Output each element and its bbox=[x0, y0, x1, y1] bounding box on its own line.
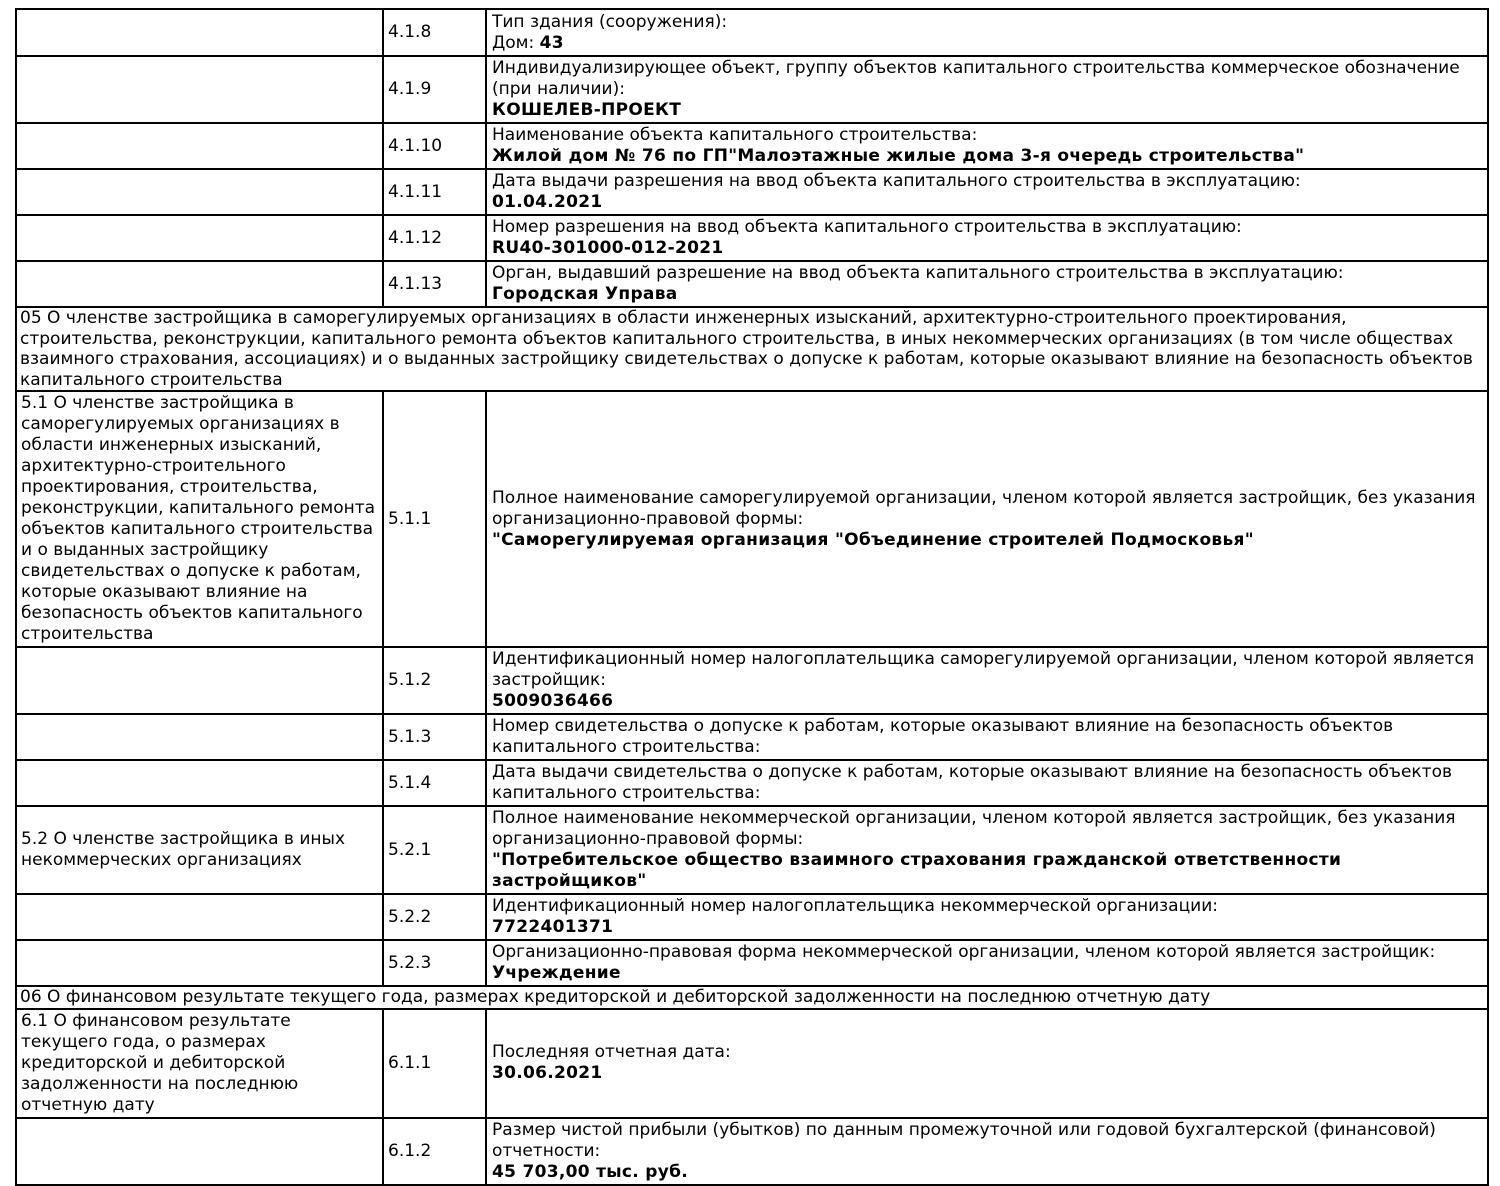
table-row bbox=[16, 940, 1488, 986]
table-row bbox=[16, 9, 1488, 56]
row-item-number: 4.1.13 bbox=[383, 261, 486, 307]
row-content bbox=[486, 806, 1488, 894]
row-content bbox=[486, 760, 1488, 806]
row-content bbox=[486, 169, 1488, 215]
table-row bbox=[16, 261, 1488, 307]
field-value: 5009036466 bbox=[492, 691, 614, 711]
table-row bbox=[16, 760, 1488, 806]
row-item-number: 6.1.1 bbox=[383, 1009, 486, 1118]
content-line bbox=[492, 171, 1485, 192]
table-row bbox=[16, 647, 1488, 714]
row-item-number: 5.2.2 bbox=[383, 894, 486, 940]
row-left-description: 5.2 О членстве застройщика в иных некоммерческих организациях bbox=[16, 806, 383, 894]
row-item-number: 5.1.4 bbox=[383, 760, 486, 806]
field-label: Полное наименование саморегулируемой организации, членом которой является застройщик, без указания организационно-правовой формы: bbox=[492, 487, 1476, 529]
table-row bbox=[16, 1009, 1488, 1118]
content-line bbox=[492, 762, 1485, 804]
table-row bbox=[16, 806, 1488, 894]
section-header-text: 06 О финансовом результате текущего года, размерах кредиторской и дебиторской задолженности на последнюю отчетную дату bbox=[16, 986, 1488, 1009]
field-value: Учреждение bbox=[492, 963, 621, 983]
content-line bbox=[492, 263, 1485, 284]
field-value: 43 bbox=[539, 32, 564, 53]
content-line bbox=[492, 58, 1485, 100]
row-item-number: 4.1.10 bbox=[383, 123, 486, 169]
row-left-description bbox=[16, 940, 383, 986]
row-content bbox=[486, 1118, 1488, 1185]
row-item-number: 5.1.3 bbox=[383, 714, 486, 760]
row-item-number: 5.1.1 bbox=[383, 391, 486, 647]
row-content bbox=[486, 9, 1488, 56]
row-item-number: 6.1.2 bbox=[383, 1118, 486, 1185]
content-line bbox=[492, 488, 1485, 530]
content-line bbox=[492, 100, 1485, 121]
field-label: Номер свидетельства о допуске к работам, которые оказывают влияние на безопасность объектов капитального строительства: bbox=[492, 716, 1394, 757]
row-item-number: 5.1.2 bbox=[383, 647, 486, 714]
field-label: Тип здания (сооружения): bbox=[492, 11, 728, 32]
row-left-description bbox=[16, 169, 383, 215]
row-item-number: 4.1.11 bbox=[383, 169, 486, 215]
field-label: Идентификационный номер налогоплательщика саморегулируемой организации, членом которой является застройщик: bbox=[492, 649, 1475, 690]
section-header-row bbox=[16, 307, 1488, 391]
row-left-description: 5.1 О членстве застройщика в саморегулируемых организациях в области инженерных изысканий, архитектурно-строительного проектирования, строительства, реконструкции, капитального ремонта объектов капитального строительства и о выданных застройщику свидетельствах о допуске к работам, которые оказывают влияние на безопасность объектов капитального строительства bbox=[16, 391, 383, 647]
content-line bbox=[492, 808, 1485, 850]
row-item-number: 4.1.8 bbox=[383, 9, 486, 56]
row-left-description bbox=[16, 714, 383, 760]
field-label: Орган, выдавший разрешение на ввод объекта капитального строительства в эксплуатацию: bbox=[492, 263, 1344, 283]
content-line bbox=[492, 716, 1485, 758]
table-row bbox=[16, 391, 1488, 647]
field-label: Дата выдачи разрешения на ввод объекта капитального строительства в эксплуатацию: bbox=[492, 171, 1301, 191]
field-value: 45 703,00 тыс. руб. bbox=[492, 1161, 689, 1182]
section-header-text: 05 О членстве застройщика в саморегулируемых организациях в области инженерных изысканий, архитектурно-строительного проектирования, строительства, реконструкции, капитального ремонта объектов капитального строительства, в иных некоммерческих организациях (в том числе обществах взаимного страхования, ассоциациях) и о выданных застройщику свидетельствах о допуске к работам, которые оказывают влияние на безопасность объектов капитального строительства bbox=[16, 307, 1488, 391]
row-left-description bbox=[16, 647, 383, 714]
row-item-number: 4.1.12 bbox=[383, 215, 486, 261]
field-label: Идентификационный номер налогоплательщика некоммерческой организации: bbox=[492, 896, 1218, 916]
content-line bbox=[492, 192, 1485, 213]
row-content bbox=[486, 123, 1488, 169]
row-left-description bbox=[16, 123, 383, 169]
content-line bbox=[492, 917, 1485, 938]
content-line bbox=[492, 1162, 1485, 1183]
content-line bbox=[492, 33, 1485, 54]
field-value: Городская Управа bbox=[492, 284, 678, 304]
project-declaration-table bbox=[15, 8, 1489, 1186]
content-line bbox=[492, 284, 1485, 305]
content-line bbox=[492, 238, 1485, 259]
row-left-description bbox=[16, 215, 383, 261]
row-content bbox=[486, 56, 1488, 123]
field-value: RU40-301000-012-2021 bbox=[492, 238, 724, 258]
field-value: 30.06.2021 bbox=[492, 1063, 603, 1083]
field-label: Дом: bbox=[492, 32, 540, 53]
table-row bbox=[16, 215, 1488, 261]
row-content bbox=[486, 714, 1488, 760]
content-line bbox=[492, 896, 1485, 917]
row-left-description bbox=[16, 760, 383, 806]
table-row bbox=[16, 714, 1488, 760]
table-row bbox=[16, 1118, 1488, 1185]
content-line bbox=[492, 1120, 1485, 1162]
row-left-description: 6.1 О финансовом результате текущего года, о размерах кредиторской и дебиторской задолженности на последнюю отчетную дату bbox=[16, 1009, 383, 1118]
section-header-row bbox=[16, 986, 1488, 1009]
declaration-table-body bbox=[16, 9, 1488, 1185]
row-content bbox=[486, 215, 1488, 261]
table-row bbox=[16, 169, 1488, 215]
content-line bbox=[492, 1063, 1485, 1084]
field-label: Дата выдачи свидетельства о допуске к работам, которые оказывают влияние на безопасность объектов капитального строительства: bbox=[492, 762, 1452, 803]
field-label: Номер разрешения на ввод объекта капитального строительства в эксплуатацию: bbox=[492, 217, 1242, 237]
content-line bbox=[492, 125, 1485, 146]
row-content bbox=[486, 261, 1488, 307]
field-label: Организационно-правовая форма некоммерческой организации, членом которой является застройщик: bbox=[492, 942, 1436, 962]
content-line bbox=[492, 649, 1485, 691]
row-content bbox=[486, 647, 1488, 714]
row-content bbox=[486, 391, 1488, 647]
row-content bbox=[486, 940, 1488, 986]
row-content bbox=[486, 1009, 1488, 1118]
table-row bbox=[16, 894, 1488, 940]
content-line bbox=[492, 12, 1485, 33]
table-row bbox=[16, 56, 1488, 123]
field-label: Наименование объекта капитального строительства: bbox=[492, 125, 978, 145]
content-line bbox=[492, 146, 1485, 167]
field-label: Полное наименование некоммерческой организации, членом которой является застройщик, без указания организационно-правовой формы: bbox=[492, 808, 1456, 849]
field-value: "Саморегулируемая организация "Объединение строителей Подмосковья" bbox=[492, 529, 1254, 550]
row-content bbox=[486, 894, 1488, 940]
field-value: КОШЕЛЕВ-ПРОЕКТ bbox=[492, 100, 682, 120]
field-label: Индивидуализирующее объект, группу объектов капитального строительства коммерческое обозначение (при наличии): bbox=[492, 58, 1460, 99]
content-line bbox=[492, 963, 1485, 984]
field-value: "Потребительское общество взаимного страхования гражданской ответственности застройщиков" bbox=[492, 850, 1342, 891]
content-line bbox=[492, 942, 1485, 963]
field-value: 01.04.2021 bbox=[492, 192, 603, 212]
content-line bbox=[492, 691, 1485, 712]
row-left-description bbox=[16, 56, 383, 123]
field-value: 7722401371 bbox=[492, 917, 614, 937]
field-label: Последняя отчетная дата: bbox=[492, 1042, 731, 1062]
content-line bbox=[492, 850, 1485, 892]
row-left-description bbox=[16, 261, 383, 307]
row-item-number: 5.2.1 bbox=[383, 806, 486, 894]
table-row bbox=[16, 123, 1488, 169]
content-line bbox=[492, 217, 1485, 238]
row-left-description bbox=[16, 894, 383, 940]
content-line bbox=[492, 530, 1485, 551]
row-left-description bbox=[16, 9, 383, 56]
row-item-number: 4.1.9 bbox=[383, 56, 486, 123]
field-value: Жилой дом № 76 по ГП"Малоэтажные жилые дома 3-я очередь строительства" bbox=[492, 146, 1305, 166]
row-left-description bbox=[16, 1118, 383, 1185]
row-item-number: 5.2.3 bbox=[383, 940, 486, 986]
field-label: Размер чистой прибыли (убытков) по данным промежуточной или годовой бухгалтерской (финансовой) отчетности: bbox=[492, 1119, 1436, 1161]
